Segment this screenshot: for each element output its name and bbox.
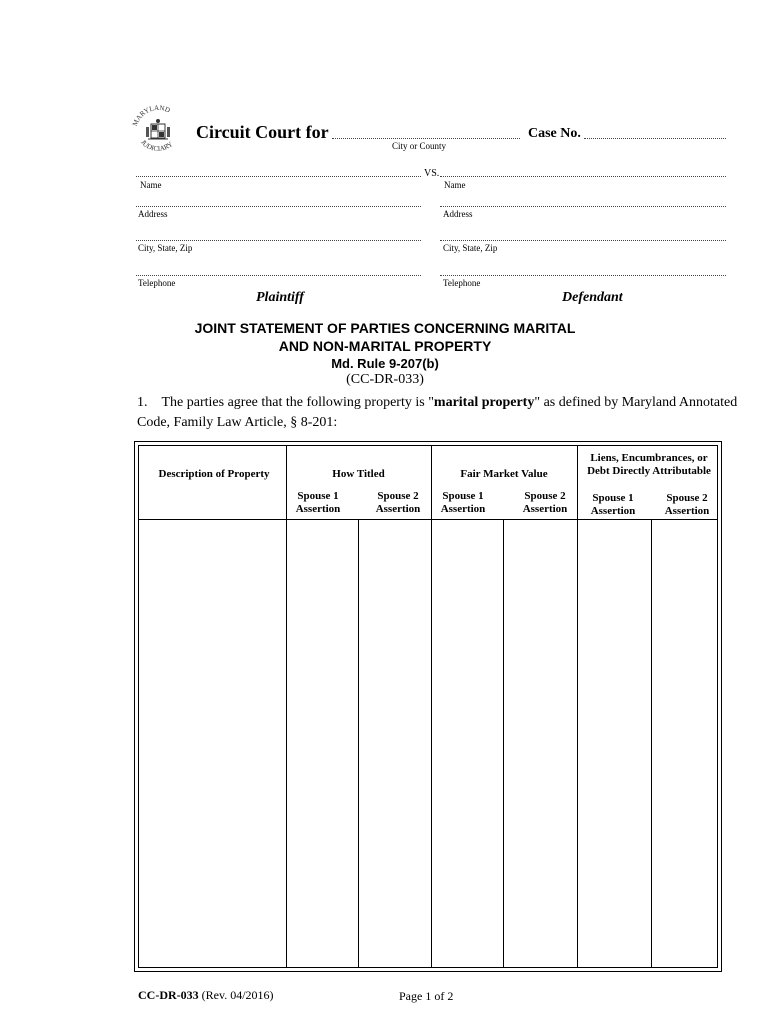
defendant-name-field[interactable]: [440, 176, 726, 177]
fair-market-spouse1-cell[interactable]: [432, 521, 502, 967]
footer-form-code: [138, 988, 274, 1003]
defendant-address-field[interactable]: [440, 206, 726, 207]
svg-text:JUDICIARY: [139, 138, 174, 153]
plaintiff-name-field[interactable]: [136, 176, 421, 177]
coat-of-arms-icon: [146, 119, 170, 139]
form-code: (CC-DR-033): [346, 372, 424, 387]
how-titled-spouse2-cell[interactable]: [359, 521, 430, 967]
court-label: Circuit Court for: [196, 122, 329, 142]
how-titled-spouse1-cell[interactable]: [287, 521, 357, 967]
section-1-text-line2: Code, Family Law Article, § 8-201:: [137, 415, 338, 430]
fair-market-spouse1-header: Spouse 1 Assertion: [440, 490, 486, 515]
col-fair-market-header: Fair Market Value: [460, 468, 548, 480]
form-title-line1: JOINT STATEMENT OF PARTIES CONCERNING MARITAL: [194, 320, 576, 336]
form-title-line2: AND NON-MARITAL PROPERTY: [278, 338, 492, 354]
liens-spouse1-header: Spouse 1 Assertion: [590, 492, 636, 517]
section-1-text-a: The parties agree that the following property is ": [161, 395, 434, 410]
plaintiff-address-caption: Address: [138, 209, 168, 219]
liens-spouse2-cell[interactable]: [652, 521, 717, 967]
defendant-city-field[interactable]: [440, 240, 726, 241]
case-no-field[interactable]: [584, 138, 726, 139]
plaintiff-role: Plaintiff: [256, 290, 304, 305]
section-1-text-b: " as defined by Maryland Annotated: [534, 395, 738, 410]
plaintiff-telephone-caption: Telephone: [138, 278, 176, 288]
city-county-caption: City or County: [392, 141, 447, 151]
col-description-header: Description of Property: [158, 468, 270, 480]
defendant-role: Defendant: [562, 290, 623, 305]
plaintiff-city-field[interactable]: [136, 240, 421, 241]
marital-property-term: marital property: [433, 395, 535, 410]
seal-top-text: MARYLAND: [130, 103, 172, 128]
defendant-name-caption: Name: [444, 180, 466, 190]
case-no-label: Case No.: [528, 126, 581, 141]
defendant-telephone-caption: Telephone: [443, 278, 481, 288]
defendant-telephone-field[interactable]: [440, 275, 726, 276]
section-1-number: 1.: [137, 395, 148, 410]
liens-spouse2-header: Spouse 2 Assertion: [664, 492, 710, 517]
plaintiff-address-field[interactable]: [136, 206, 421, 207]
vs-label: VS.: [424, 168, 440, 179]
section-1-text: [137, 393, 747, 433]
fair-market-spouse2-header: Spouse 2 Assertion: [522, 490, 568, 515]
plaintiff-name-caption: Name: [140, 180, 162, 190]
defendant-city-caption: City, State, Zip: [443, 243, 498, 253]
footer-code: CC-DR-033: [138, 988, 199, 1002]
form-rule: Md. Rule 9-207(b): [331, 356, 439, 371]
footer-page-number: Page 1 of 2: [399, 989, 454, 1003]
plaintiff-telephone-field[interactable]: [136, 275, 421, 276]
plaintiff-city-caption: City, State, Zip: [138, 243, 193, 253]
col-liens-header: Liens, Encumbrances, or Debt Directly Attributable: [587, 452, 711, 477]
defendant-address-caption: Address: [443, 209, 473, 219]
fair-market-spouse2-cell[interactable]: [504, 521, 576, 967]
maryland-judiciary-seal: [128, 100, 188, 160]
description-cell[interactable]: [140, 521, 285, 967]
city-county-field[interactable]: [332, 138, 520, 139]
seal-bottom-text: JUDICIARY: [139, 138, 175, 153]
col-how-titled-header: How Titled: [332, 468, 385, 480]
how-titled-spouse1-header: Spouse 1 Assertion: [295, 490, 341, 515]
liens-spouse1-cell[interactable]: [578, 521, 650, 967]
footer-rev: (Rev. 04/2016): [198, 988, 274, 1002]
marital-property-table: [134, 441, 722, 972]
how-titled-spouse2-header: Spouse 2 Assertion: [375, 490, 421, 515]
